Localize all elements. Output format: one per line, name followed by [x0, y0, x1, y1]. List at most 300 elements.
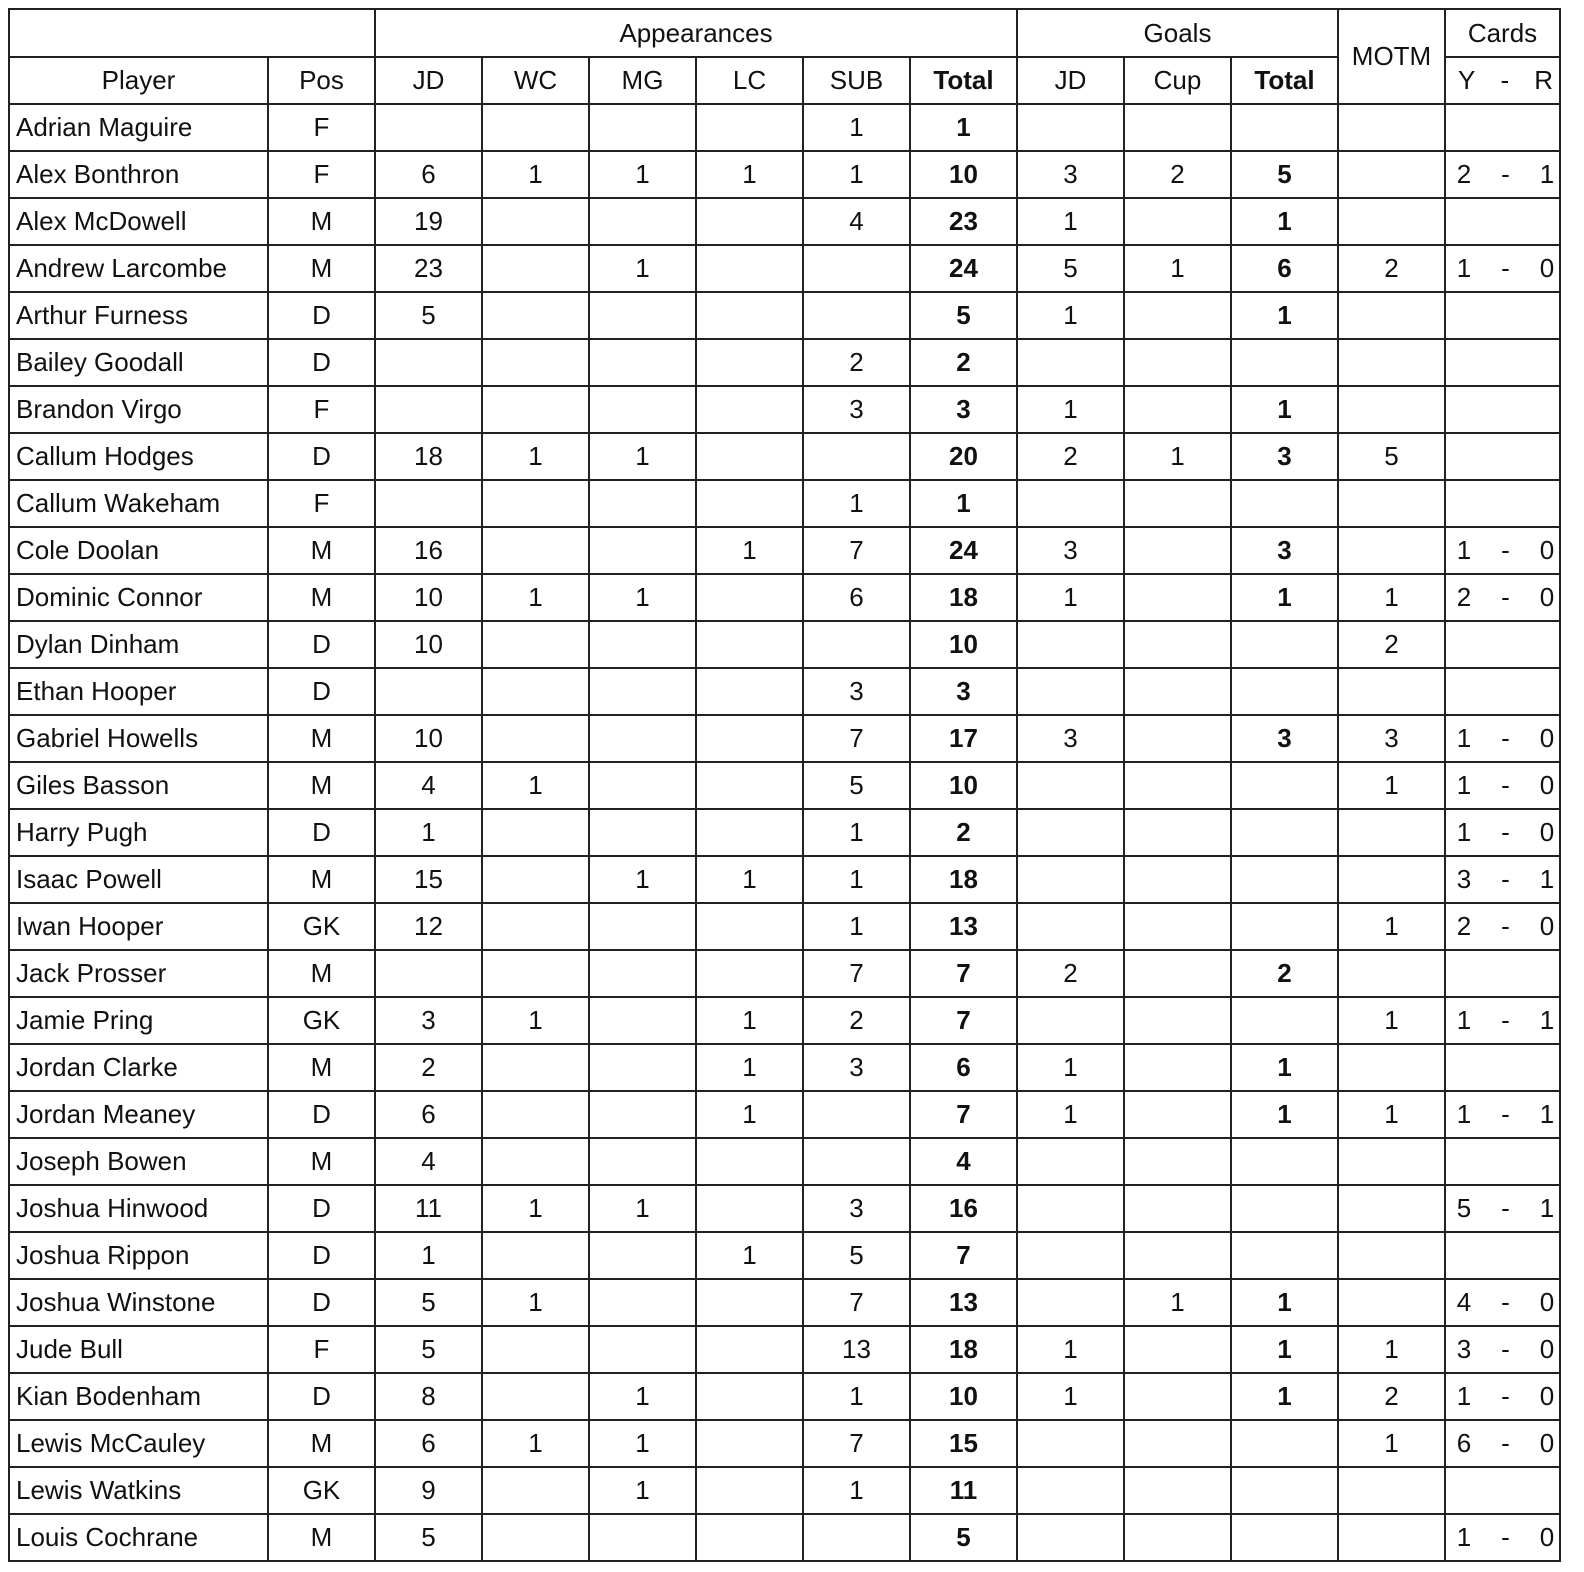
apps-jd-cell: 19 — [375, 198, 482, 245]
apps-jd-cell: 6 — [375, 1420, 482, 1467]
apps-mg-cell — [589, 762, 696, 809]
apps-sub-cell — [803, 1091, 910, 1138]
apps-sub-cell: 1 — [803, 151, 910, 198]
table-row — [9, 151, 1560, 198]
red-cards-value: 0 — [1539, 1428, 1555, 1458]
cards-cell — [1445, 1138, 1560, 1185]
pos-cell: M — [268, 527, 375, 574]
pos-cell: M — [268, 1138, 375, 1185]
player-name-cell: Harry Pugh — [9, 809, 268, 856]
apps-mg-cell — [589, 1326, 696, 1373]
goals-total-cell — [1231, 1420, 1338, 1467]
cards-cell — [1445, 245, 1560, 292]
apps-total-cell: 7 — [910, 950, 1017, 997]
goals-cup-cell — [1124, 1091, 1231, 1138]
apps-jd-cell: 8 — [375, 1373, 482, 1420]
motm-cell — [1338, 292, 1445, 339]
player-name-cell: Brandon Virgo — [9, 386, 268, 433]
motm-cell: 5 — [1338, 433, 1445, 480]
cards-cell — [1445, 433, 1560, 480]
apps-mg-cell: 1 — [589, 1467, 696, 1514]
goals-cup-cell — [1124, 386, 1231, 433]
cards-separator: - — [1501, 1099, 1510, 1129]
cards-separator: - — [1500, 65, 1510, 95]
apps-lc-cell — [696, 762, 803, 809]
goals-jd-cell — [1017, 809, 1124, 856]
cards-cell — [1445, 903, 1560, 950]
apps-mg-cell: 1 — [589, 245, 696, 292]
yellow-cards-value: 1 — [1456, 1381, 1472, 1411]
goals-cup-column-header: Cup — [1124, 57, 1231, 104]
pos-cell: F — [268, 151, 375, 198]
table-row — [9, 1279, 1560, 1326]
apps-mg-cell — [589, 809, 696, 856]
motm-cell: 1 — [1338, 762, 1445, 809]
player-name-cell: Kian Bodenham — [9, 1373, 268, 1420]
goals-jd-cell — [1017, 1138, 1124, 1185]
goals-jd-cell — [1017, 1232, 1124, 1279]
cards-cell — [1445, 621, 1560, 668]
pos-cell: D — [268, 1232, 375, 1279]
pos-cell: GK — [268, 1467, 375, 1514]
table-row — [9, 621, 1560, 668]
apps-total-cell: 4 — [910, 1138, 1017, 1185]
apps-lc-cell — [696, 1138, 803, 1185]
apps-jd-cell: 1 — [375, 809, 482, 856]
cards-separator: - — [1501, 770, 1510, 800]
apps-total-cell: 7 — [910, 1091, 1017, 1138]
table-row — [9, 433, 1560, 480]
apps-total-cell: 20 — [910, 433, 1017, 480]
goals-total-cell: 1 — [1231, 1044, 1338, 1091]
goals-jd-cell — [1017, 762, 1124, 809]
goals-jd-cell — [1017, 1420, 1124, 1467]
table-row — [9, 1373, 1560, 1420]
table-row — [9, 1044, 1560, 1091]
apps-jd-cell — [375, 104, 482, 151]
apps-sub-cell: 2 — [803, 997, 910, 1044]
goals-cup-cell — [1124, 668, 1231, 715]
apps-total-cell: 10 — [910, 762, 1017, 809]
table-row — [9, 1514, 1560, 1561]
yellow-cards-value: 1 — [1456, 253, 1472, 283]
cards-separator: - — [1501, 1287, 1510, 1317]
goals-cup-cell — [1124, 292, 1231, 339]
player-name-cell: Dominic Connor — [9, 574, 268, 621]
apps-wc-cell — [482, 809, 589, 856]
goals-jd-cell — [1017, 1467, 1124, 1514]
apps-total-cell: 2 — [910, 339, 1017, 386]
player-name-cell: Iwan Hooper — [9, 903, 268, 950]
cards-cell — [1445, 950, 1560, 997]
goals-cup-cell — [1124, 1467, 1231, 1514]
apps-total-cell: 3 — [910, 386, 1017, 433]
goals-jd-cell — [1017, 480, 1124, 527]
apps-wc-cell — [482, 1138, 589, 1185]
apps-jd-cell: 5 — [375, 292, 482, 339]
apps-sub-cell: 1 — [803, 1467, 910, 1514]
table-row — [9, 950, 1560, 997]
apps-jd-cell: 5 — [375, 1326, 482, 1373]
cards-cell — [1445, 1185, 1560, 1232]
goals-total-cell: 1 — [1231, 1091, 1338, 1138]
apps-jd-cell: 4 — [375, 762, 482, 809]
apps-mg-cell: 1 — [589, 856, 696, 903]
goals-cup-cell — [1124, 1514, 1231, 1561]
apps-wc-cell — [482, 1514, 589, 1561]
apps-sub-cell: 3 — [803, 1044, 910, 1091]
table-row — [9, 1138, 1560, 1185]
apps-mg-cell — [589, 104, 696, 151]
apps-lc-cell — [696, 1467, 803, 1514]
yellow-cards-value: 1 — [1456, 1522, 1472, 1552]
apps-jd-cell — [375, 668, 482, 715]
apps-jd-cell: 3 — [375, 997, 482, 1044]
apps-lc-cell — [696, 433, 803, 480]
apps-wc-cell — [482, 1091, 589, 1138]
player-name-cell: Louis Cochrane — [9, 1514, 268, 1561]
goals-jd-cell: 3 — [1017, 715, 1124, 762]
motm-cell — [1338, 151, 1445, 198]
cards-cell — [1445, 1279, 1560, 1326]
goals-total-cell — [1231, 1514, 1338, 1561]
apps-lc-cell — [696, 386, 803, 433]
apps-mg-cell — [589, 1138, 696, 1185]
apps-jd-cell: 6 — [375, 1091, 482, 1138]
apps-wc-column-header: WC — [482, 57, 589, 104]
table-row — [9, 339, 1560, 386]
red-cards-value: 0 — [1539, 911, 1555, 941]
table-row — [9, 1326, 1560, 1373]
apps-wc-cell — [482, 715, 589, 762]
pos-cell: M — [268, 715, 375, 762]
motm-cell — [1338, 950, 1445, 997]
table-row — [9, 574, 1560, 621]
apps-sub-cell: 1 — [803, 903, 910, 950]
player-name-cell: Joshua Hinwood — [9, 1185, 268, 1232]
pos-cell: GK — [268, 903, 375, 950]
table-row — [9, 997, 1560, 1044]
goals-cup-cell — [1124, 1373, 1231, 1420]
column-header-row — [9, 57, 1560, 104]
goals-total-cell — [1231, 903, 1338, 950]
apps-lc-cell — [696, 104, 803, 151]
apps-total-cell: 16 — [910, 1185, 1017, 1232]
apps-wc-cell — [482, 339, 589, 386]
goals-total-cell: 1 — [1231, 1279, 1338, 1326]
table-row — [9, 856, 1560, 903]
apps-total-cell: 24 — [910, 527, 1017, 574]
apps-jd-cell: 4 — [375, 1138, 482, 1185]
apps-sub-cell: 1 — [803, 1373, 910, 1420]
apps-wc-cell: 1 — [482, 574, 589, 621]
goals-total-cell — [1231, 1232, 1338, 1279]
pos-column-header: Pos — [268, 57, 375, 104]
table-row — [9, 715, 1560, 762]
apps-wc-cell — [482, 1467, 589, 1514]
goals-total-cell — [1231, 668, 1338, 715]
apps-mg-cell: 1 — [589, 1373, 696, 1420]
apps-mg-cell — [589, 1232, 696, 1279]
table-row — [9, 1420, 1560, 1467]
pos-cell: M — [268, 950, 375, 997]
player-name-cell: Jack Prosser — [9, 950, 268, 997]
red-cards-value: 0 — [1539, 817, 1555, 847]
goals-cup-cell: 1 — [1124, 245, 1231, 292]
apps-lc-cell: 1 — [696, 1091, 803, 1138]
apps-total-cell: 24 — [910, 245, 1017, 292]
cards-yr-column-header — [1445, 57, 1560, 104]
apps-jd-cell: 10 — [375, 574, 482, 621]
apps-mg-cell — [589, 339, 696, 386]
apps-lc-column-header: LC — [696, 57, 803, 104]
motm-cell: 1 — [1338, 997, 1445, 1044]
player-name-cell: Callum Hodges — [9, 433, 268, 480]
apps-total-cell: 10 — [910, 1373, 1017, 1420]
goals-jd-cell: 3 — [1017, 527, 1124, 574]
apps-wc-cell — [482, 527, 589, 574]
goals-cup-cell: 2 — [1124, 151, 1231, 198]
goals-jd-cell: 1 — [1017, 292, 1124, 339]
player-name-cell: Cole Doolan — [9, 527, 268, 574]
apps-jd-cell — [375, 386, 482, 433]
yellow-cards-value: 2 — [1456, 582, 1472, 612]
goals-cup-cell — [1124, 574, 1231, 621]
apps-wc-cell: 1 — [482, 151, 589, 198]
apps-wc-cell — [482, 1044, 589, 1091]
table-row — [9, 1091, 1560, 1138]
pos-cell: D — [268, 1373, 375, 1420]
pos-cell: F — [268, 480, 375, 527]
cards-separator: - — [1501, 1334, 1510, 1364]
player-name-cell: Isaac Powell — [9, 856, 268, 903]
cards-separator: - — [1501, 864, 1510, 894]
player-column-header: Player — [9, 57, 268, 104]
player-name-cell: Alex McDowell — [9, 198, 268, 245]
apps-sub-cell: 1 — [803, 104, 910, 151]
goals-cup-cell — [1124, 1232, 1231, 1279]
goals-jd-cell: 1 — [1017, 198, 1124, 245]
apps-sub-cell: 1 — [803, 809, 910, 856]
cards-cell — [1445, 762, 1560, 809]
appearances-header: Appearances — [375, 9, 1017, 57]
goals-total-cell — [1231, 1138, 1338, 1185]
goals-total-cell — [1231, 480, 1338, 527]
apps-total-cell: 7 — [910, 1232, 1017, 1279]
cards-cell — [1445, 1091, 1560, 1138]
apps-sub-cell — [803, 621, 910, 668]
pos-cell: GK — [268, 997, 375, 1044]
goals-jd-cell — [1017, 1185, 1124, 1232]
apps-sub-cell: 5 — [803, 1232, 910, 1279]
apps-wc-cell — [482, 480, 589, 527]
cards-cell — [1445, 715, 1560, 762]
goals-cup-cell — [1124, 621, 1231, 668]
goals-jd-cell — [1017, 903, 1124, 950]
pos-cell: D — [268, 1185, 375, 1232]
cards-cell — [1445, 1420, 1560, 1467]
apps-mg-column-header: MG — [589, 57, 696, 104]
table-row — [9, 668, 1560, 715]
pos-cell: F — [268, 386, 375, 433]
pos-cell: M — [268, 1420, 375, 1467]
player-name-cell: Dylan Dinham — [9, 621, 268, 668]
apps-total-cell: 6 — [910, 1044, 1017, 1091]
pos-cell: D — [268, 1091, 375, 1138]
red-cards-value: 0 — [1539, 1334, 1555, 1364]
cards-cell — [1445, 480, 1560, 527]
goals-jd-cell: 3 — [1017, 151, 1124, 198]
goals-jd-cell: 1 — [1017, 574, 1124, 621]
apps-sub-cell — [803, 292, 910, 339]
goals-cup-cell — [1124, 903, 1231, 950]
goals-jd-cell: 1 — [1017, 1091, 1124, 1138]
cards-cell — [1445, 104, 1560, 151]
goals-jd-cell — [1017, 621, 1124, 668]
red-cards-value: 1 — [1539, 864, 1555, 894]
goals-total-cell — [1231, 104, 1338, 151]
cards-r-label: R — [1534, 65, 1553, 95]
goals-cup-cell — [1124, 715, 1231, 762]
apps-wc-cell — [482, 1232, 589, 1279]
player-name-cell: Giles Basson — [9, 762, 268, 809]
motm-cell: 1 — [1338, 1091, 1445, 1138]
table-row — [9, 245, 1560, 292]
apps-lc-cell — [696, 668, 803, 715]
player-name-cell: Jude Bull — [9, 1326, 268, 1373]
apps-mg-cell — [589, 903, 696, 950]
blank-header-cell — [9, 9, 375, 57]
apps-jd-column-header: JD — [375, 57, 482, 104]
goals-cup-cell — [1124, 762, 1231, 809]
apps-lc-cell — [696, 1514, 803, 1561]
red-cards-value: 1 — [1539, 159, 1555, 189]
cards-cell — [1445, 668, 1560, 715]
apps-total-cell: 15 — [910, 1420, 1017, 1467]
apps-lc-cell — [696, 1185, 803, 1232]
apps-wc-cell — [482, 950, 589, 997]
apps-wc-cell — [482, 1326, 589, 1373]
player-name-cell: Joseph Bowen — [9, 1138, 268, 1185]
apps-lc-cell — [696, 903, 803, 950]
apps-sub-cell: 7 — [803, 1420, 910, 1467]
cards-cell — [1445, 386, 1560, 433]
player-name-cell: Arthur Furness — [9, 292, 268, 339]
cards-separator: - — [1501, 1522, 1510, 1552]
motm-cell — [1338, 480, 1445, 527]
goals-jd-cell — [1017, 104, 1124, 151]
table-row — [9, 762, 1560, 809]
goals-jd-cell — [1017, 856, 1124, 903]
motm-cell — [1338, 856, 1445, 903]
table-row — [9, 809, 1560, 856]
cards-cell — [1445, 574, 1560, 621]
goals-total-cell — [1231, 1467, 1338, 1514]
apps-lc-cell: 1 — [696, 997, 803, 1044]
player-name-cell: Jordan Clarke — [9, 1044, 268, 1091]
pos-cell: F — [268, 1326, 375, 1373]
goals-cup-cell — [1124, 1185, 1231, 1232]
apps-wc-cell — [482, 292, 589, 339]
apps-total-cell: 13 — [910, 1279, 1017, 1326]
player-name-cell: Adrian Maguire — [9, 104, 268, 151]
cards-separator: - — [1501, 1005, 1510, 1035]
apps-lc-cell — [696, 621, 803, 668]
motm-cell — [1338, 1279, 1445, 1326]
goals-total-cell: 1 — [1231, 574, 1338, 621]
apps-mg-cell — [589, 997, 696, 1044]
yellow-cards-value: 5 — [1456, 1193, 1472, 1223]
motm-cell — [1338, 104, 1445, 151]
apps-mg-cell: 1 — [589, 1420, 696, 1467]
apps-total-cell: 13 — [910, 903, 1017, 950]
goals-cup-cell: 1 — [1124, 1279, 1231, 1326]
goals-total-cell — [1231, 762, 1338, 809]
motm-cell — [1338, 1514, 1445, 1561]
motm-cell: 2 — [1338, 245, 1445, 292]
player-name-cell: Andrew Larcombe — [9, 245, 268, 292]
apps-wc-cell — [482, 1373, 589, 1420]
apps-sub-cell: 1 — [803, 856, 910, 903]
pos-cell: D — [268, 621, 375, 668]
cards-cell — [1445, 997, 1560, 1044]
motm-cell: 1 — [1338, 1420, 1445, 1467]
pos-cell: D — [268, 292, 375, 339]
apps-lc-cell — [696, 292, 803, 339]
pos-cell: F — [268, 104, 375, 151]
goals-total-cell: 1 — [1231, 292, 1338, 339]
table-row — [9, 1232, 1560, 1279]
goals-cup-cell — [1124, 1044, 1231, 1091]
apps-mg-cell — [589, 198, 696, 245]
yellow-cards-value: 1 — [1456, 817, 1472, 847]
goals-total-cell: 1 — [1231, 198, 1338, 245]
goals-jd-cell: 5 — [1017, 245, 1124, 292]
motm-header: MOTM — [1338, 9, 1445, 104]
goals-cup-cell — [1124, 480, 1231, 527]
apps-total-cell: 17 — [910, 715, 1017, 762]
goals-cup-cell — [1124, 339, 1231, 386]
goals-cup-cell — [1124, 856, 1231, 903]
apps-lc-cell — [696, 950, 803, 997]
apps-mg-cell: 1 — [589, 574, 696, 621]
goals-jd-cell: 1 — [1017, 1373, 1124, 1420]
goals-total-cell — [1231, 809, 1338, 856]
motm-cell: 1 — [1338, 574, 1445, 621]
apps-sub-cell — [803, 1514, 910, 1561]
table-row — [9, 480, 1560, 527]
goals-total-cell: 2 — [1231, 950, 1338, 997]
goals-total-cell: 3 — [1231, 433, 1338, 480]
apps-sub-cell: 7 — [803, 950, 910, 997]
goals-jd-cell: 1 — [1017, 1044, 1124, 1091]
player-name-cell: Bailey Goodall — [9, 339, 268, 386]
goals-jd-cell — [1017, 997, 1124, 1044]
apps-lc-cell — [696, 1326, 803, 1373]
apps-mg-cell: 1 — [589, 433, 696, 480]
apps-jd-cell: 6 — [375, 151, 482, 198]
apps-jd-cell: 9 — [375, 1467, 482, 1514]
apps-sub-cell: 7 — [803, 715, 910, 762]
goals-total-cell — [1231, 856, 1338, 903]
goals-jd-cell: 2 — [1017, 950, 1124, 997]
apps-lc-cell — [696, 339, 803, 386]
apps-mg-cell — [589, 386, 696, 433]
cards-separator: - — [1501, 817, 1510, 847]
apps-mg-cell — [589, 715, 696, 762]
player-name-cell: Joshua Winstone — [9, 1279, 268, 1326]
goals-jd-cell — [1017, 1514, 1124, 1561]
